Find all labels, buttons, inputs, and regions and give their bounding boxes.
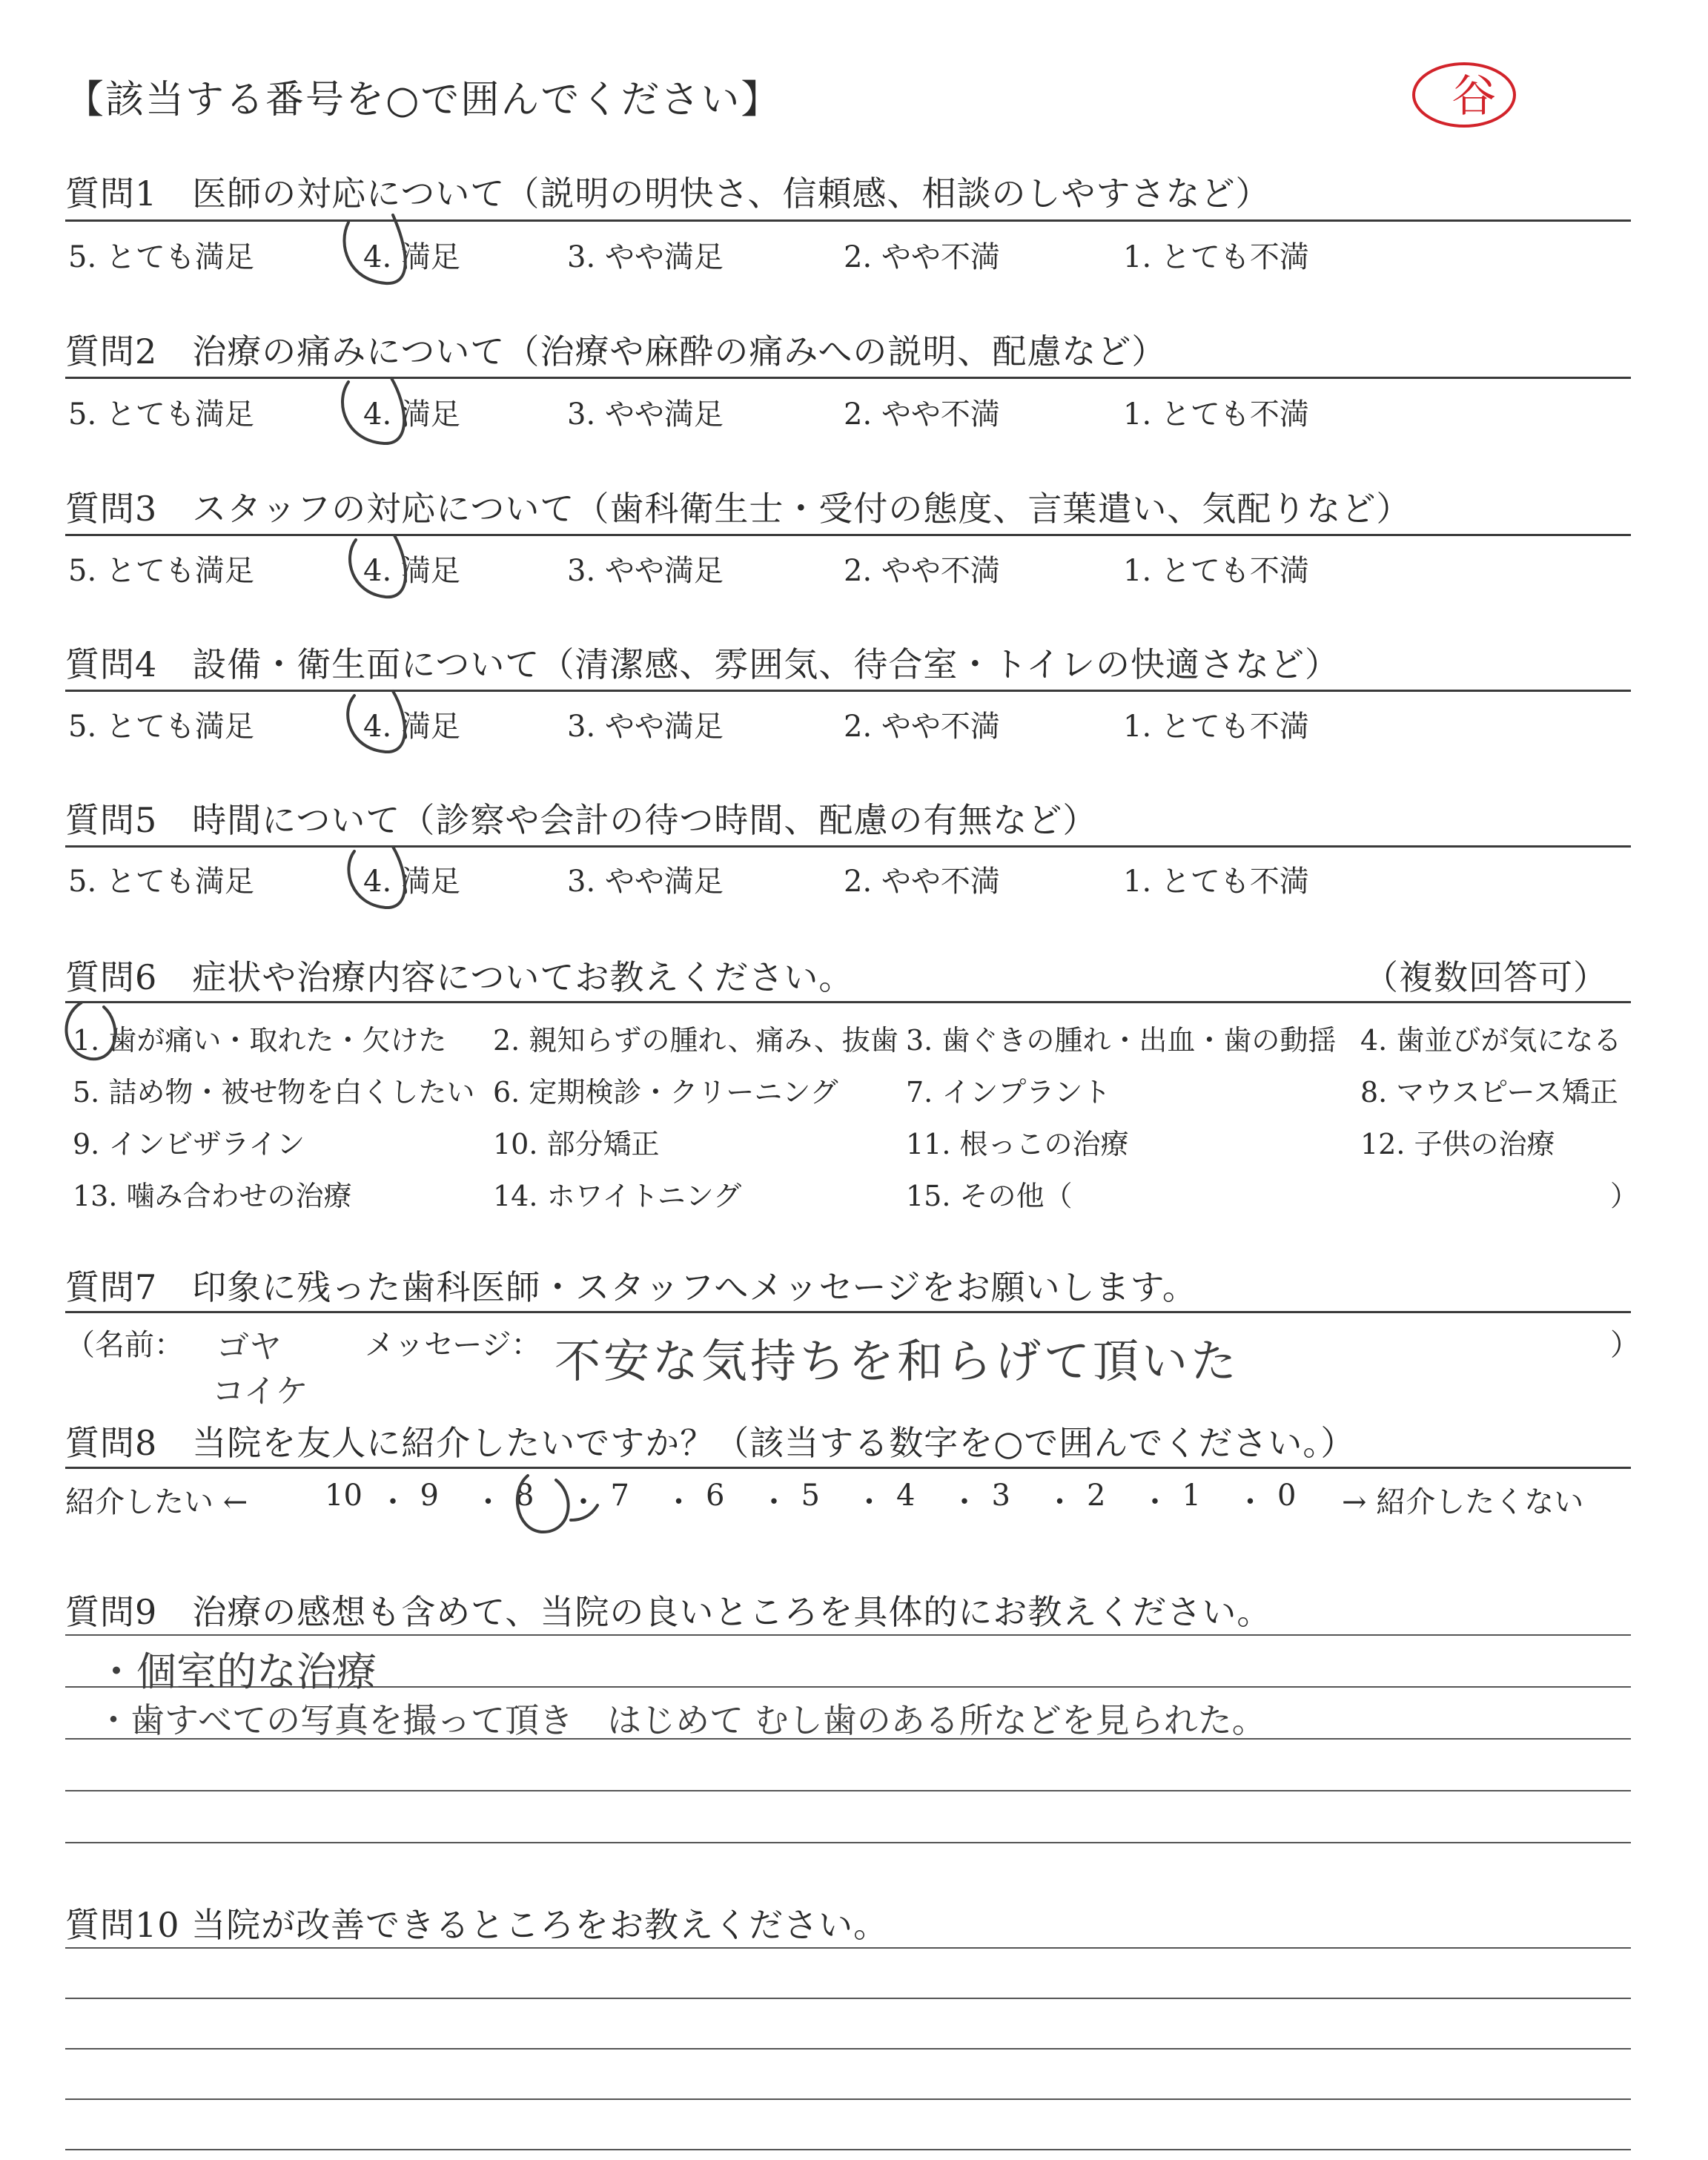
q8-scale-2[interactable]: 2: [1087, 1479, 1106, 1513]
q6-option-6[interactable]: 6. 定期検診・クリーニング: [493, 1076, 838, 1109]
question-9-title: 質問9 治療の感想も含めて、当院の良いところを具体的にお教えください。: [65, 1592, 1272, 1632]
q8-scale-5[interactable]: 5: [801, 1479, 820, 1513]
q3-option-4[interactable]: 4. 満足: [363, 554, 460, 588]
q8-scale-8[interactable]: 8: [515, 1479, 534, 1513]
question-4-title: 質問4 設備・衛生面について（清潔感、雰囲気、待合室・トイレの快適さなど）: [65, 644, 1340, 684]
question-6-title: 質問6 症状や治療内容についてお教えください。: [65, 957, 854, 997]
q6-option-3[interactable]: 3. 歯ぐきの腫れ・出血・歯の動揺: [906, 1024, 1337, 1057]
q5-option-2[interactable]: 2. やや不満: [844, 865, 1000, 899]
q6-option-11[interactable]: 11. 根っこの治療: [906, 1128, 1129, 1160]
q8-scale-separator: ・: [1045, 1485, 1075, 1519]
question-8-title: 質問8 当院を友人に紹介したいですか？（該当する数字を○で囲んでください。）: [65, 1423, 1356, 1463]
q8-scale-3[interactable]: 3: [991, 1479, 1010, 1513]
q1-option-4[interactable]: 4. 満足: [363, 240, 460, 274]
q6-option-15[interactable]: 15. その他（: [906, 1180, 1073, 1212]
q8-scale-6[interactable]: 6: [706, 1479, 725, 1513]
q6-option-7[interactable]: 7. インプラント: [906, 1076, 1111, 1109]
q2-option-2[interactable]: 2. やや不満: [844, 397, 1000, 432]
q2-option-3[interactable]: 3. やや満足: [567, 397, 724, 432]
q6-option-10[interactable]: 10. 部分矯正: [493, 1128, 660, 1160]
q6-option-9[interactable]: 9. インビザライン: [73, 1128, 305, 1160]
q4-option-2[interactable]: 2. やや不満: [844, 710, 1000, 744]
question-5-title: 質問5 時間について（診察や会計の待つ時間、配慮の有無など）: [65, 800, 1098, 840]
q2-option-1[interactable]: 1. とても不満: [1123, 397, 1309, 432]
q6-option-4[interactable]: 4. 歯並びが気になる: [1360, 1024, 1622, 1057]
question-7-title: 質問7 印象に残った歯科医師・スタッフへメッセージをお願いします。: [65, 1267, 1197, 1307]
q8-scale-separator: ・: [378, 1485, 408, 1519]
q6-option-14[interactable]: 14. ホワイトニング: [493, 1180, 742, 1212]
q7-close-paren: ）: [1610, 1328, 1640, 1362]
stamp-seal: [1409, 44, 1527, 133]
q7-message-label: メッセージ：: [365, 1328, 541, 1362]
q8-scale-0[interactable]: 0: [1277, 1479, 1297, 1513]
q8-left-label: 紹介したい ←: [65, 1485, 248, 1519]
q6-option-13[interactable]: 13. 噛み合わせの治療: [73, 1180, 352, 1212]
q2-option-4[interactable]: 4. 満足: [363, 397, 460, 432]
q3-option-5[interactable]: 5. とても満足: [68, 554, 254, 588]
q8-scale-10[interactable]: 10: [325, 1479, 363, 1513]
q8-scale-separator: ・: [473, 1485, 503, 1519]
q6-option-8[interactable]: 8. マウスピース矯正: [1360, 1076, 1618, 1109]
q8-right-label: → 紹介したくない: [1342, 1485, 1584, 1519]
q8-scale-separator: ・: [950, 1485, 979, 1519]
q9-answer-line-1[interactable]: ・個室的な治療: [96, 1648, 377, 1695]
q5-option-3[interactable]: 3. やや満足: [567, 865, 724, 899]
q1-option-3[interactable]: 3. やや満足: [567, 240, 724, 274]
q6-option-5[interactable]: 5. 詰め物・被せ物を白くしたい: [73, 1076, 475, 1109]
q8-scale-separator: ・: [1235, 1485, 1265, 1519]
q3-option-3[interactable]: 3. やや満足: [567, 554, 724, 588]
q6-option-12[interactable]: 12. 子供の治療: [1360, 1128, 1555, 1160]
q4-option-5[interactable]: 5. とても満足: [68, 710, 254, 744]
question-6-note: （複数回答可）: [1364, 957, 1608, 997]
q8-scale-separator: ・: [759, 1485, 789, 1519]
question-3-title: 質問3 スタッフの対応について（歯科衛生士・受付の態度、言葉遣い、気配りなど）: [65, 489, 1411, 529]
q5-option-1[interactable]: 1. とても不満: [1123, 865, 1309, 899]
q8-scale-1[interactable]: 1: [1182, 1479, 1201, 1513]
q8-scale-separator: ・: [1140, 1485, 1170, 1519]
q1-option-1[interactable]: 1. とても不満: [1123, 240, 1309, 274]
form-heading: 【該当する番号を○で囲んでください】: [65, 78, 781, 122]
q7-message-value[interactable]: 不安な気持ちを和らげて頂いた: [555, 1334, 1240, 1388]
q1-option-5[interactable]: 5. とても満足: [68, 240, 254, 274]
q7-name-value-2: コイケ: [212, 1373, 308, 1410]
question-2-title: 質問2 治療の痛みについて（治療や麻酔の痛みへの説明、配慮など）: [65, 331, 1167, 371]
question-10-title: 質問10 当院が改善できるところをお教えください。: [65, 1905, 889, 1945]
q3-option-1[interactable]: 1. とても不満: [1123, 554, 1309, 588]
q4-option-1[interactable]: 1. とても不満: [1123, 710, 1309, 744]
q8-scale-4[interactable]: 4: [896, 1479, 916, 1513]
q9-answer-line-2[interactable]: ・歯すべての写真を撮って頂き はじめて むし歯のある所などを見られた。: [96, 1700, 1266, 1740]
q7-name-value-1: ゴヤ: [216, 1328, 282, 1366]
q5-option-5[interactable]: 5. とても満足: [68, 865, 254, 899]
q4-option-3[interactable]: 3. やや満足: [567, 710, 724, 744]
q8-scale-separator: ・: [854, 1485, 884, 1519]
question-1-title: 質問1 医師の対応について（説明の明快さ、信頼感、相談のしやすさなど）: [65, 174, 1271, 214]
q5-option-4[interactable]: 4. 満足: [363, 865, 460, 899]
stamp-text: 谷: [1452, 70, 1496, 122]
q2-option-5[interactable]: 5. とても満足: [68, 397, 254, 432]
q4-option-4[interactable]: 4. 満足: [363, 710, 460, 744]
q3-option-2[interactable]: 2. やや不満: [844, 554, 1000, 588]
q6-option-15-close: ）: [1610, 1180, 1639, 1212]
q1-option-2[interactable]: 2. やや不満: [844, 240, 1000, 274]
q8-scale-separator: ・: [663, 1485, 694, 1519]
q7-name-label: （名前：: [65, 1328, 184, 1362]
q6-option-2[interactable]: 2. 親知らずの腫れ、痛み、抜歯: [493, 1024, 898, 1057]
q8-scale-7[interactable]: 7: [610, 1479, 629, 1513]
q8-scale-9[interactable]: 9: [420, 1479, 439, 1513]
q6-option-1[interactable]: 1. 歯が痛い・取れた・欠けた: [73, 1024, 447, 1057]
q8-scale-separator: ・: [569, 1485, 598, 1519]
